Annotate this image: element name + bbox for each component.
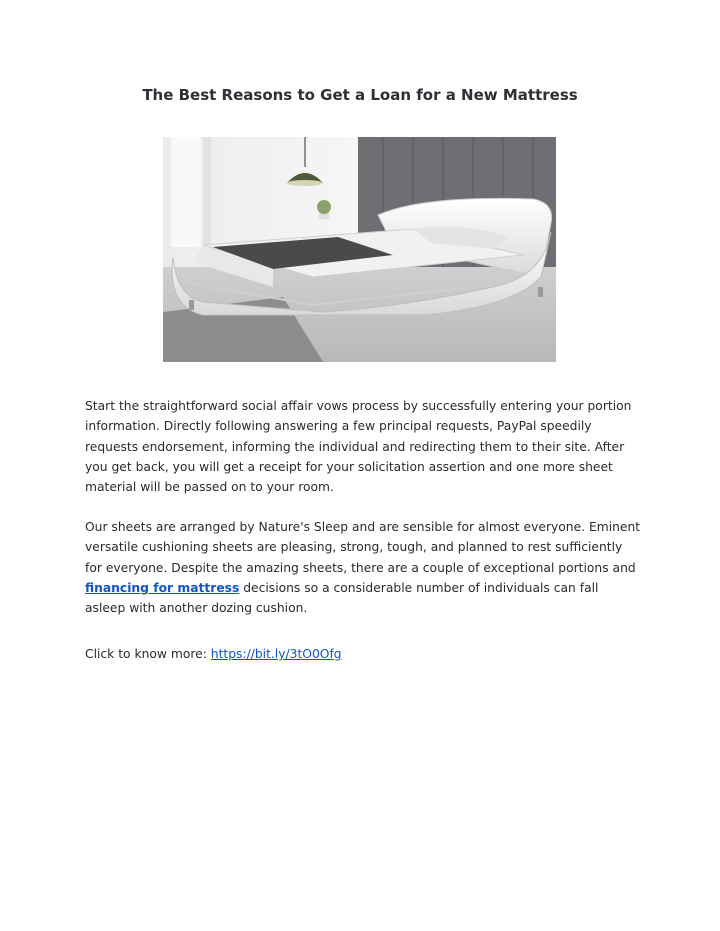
click-more-line — [85, 644, 641, 664]
financing-link[interactable]: financing for mattress — [85, 580, 240, 595]
paragraph-2 — [85, 517, 641, 618]
short-url-link[interactable]: https://bit.ly/3tO0Ofg — [210, 647, 342, 661]
paragraph-1: Start the straightforward social affair vows process by successfully entering your portion information. Directly following answering a few principal requests, PayPal speedily requests endorsement, informing the individual and redirecting them to their site. After you get back, you will get a receipt for your solicitation assertion and one more sheet material will be passed on to your room. — [85, 399, 632, 495]
page-title: The Best Reasons to Get a Loan for a New Mattress — [142, 86, 578, 104]
paragraph-2-text-end: decisions so a considerable number of individuals can fall asleep with another dozing cushion. — [85, 580, 599, 616]
paragraph-2-text-start: Our sheets are arranged by Nature's Sleep and are sensible for almost everyone. Eminent versatile cushioning sheets are pleasing, strong, tough, and planned to rest sufficiently for everyone. Despite the amazing sheets, there are a couple of exceptional portions and — [85, 520, 641, 575]
click-more-label: Click to know more: — [85, 647, 211, 661]
bed-photo — [163, 137, 556, 362]
